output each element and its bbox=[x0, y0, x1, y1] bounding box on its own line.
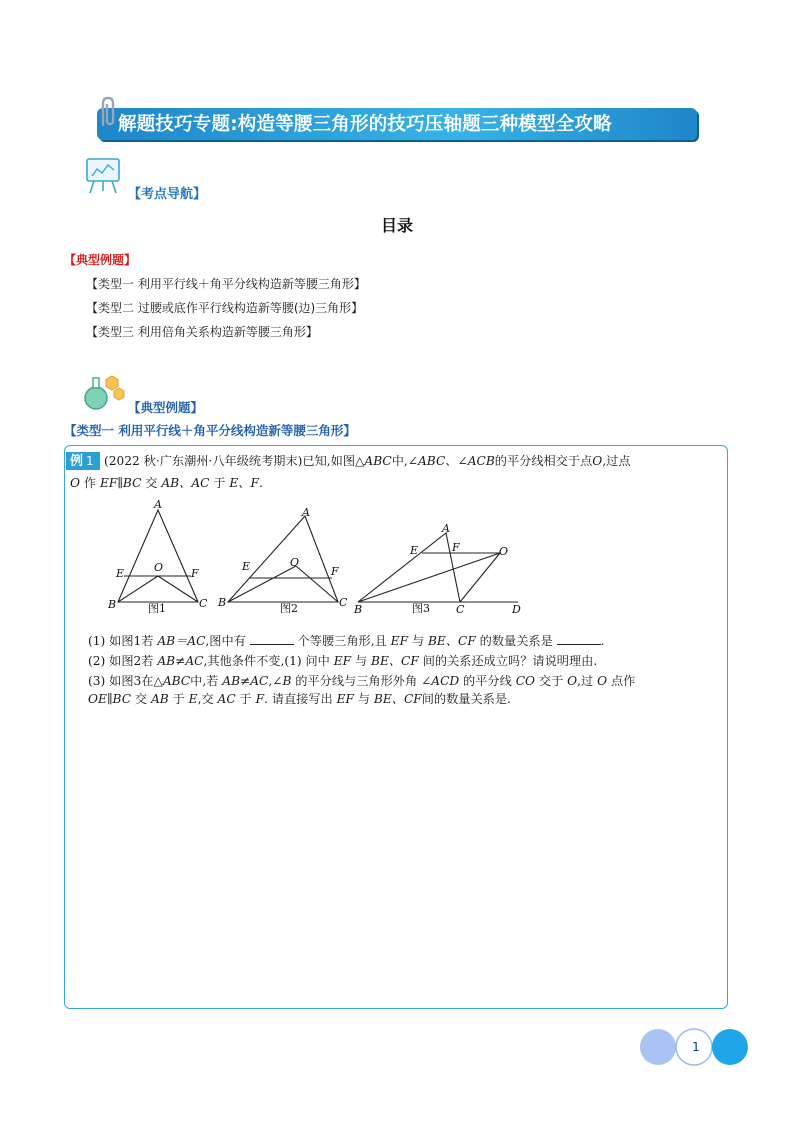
problem-stem-line1: (2022 秋·广东潮州·八年级统考期末)已知,如图△ABC中,∠ABC、∠ACB的平分线相交于点O,过点 bbox=[104, 454, 631, 468]
fig1-caption: 图1 bbox=[148, 602, 166, 615]
fig2-label-o: O bbox=[290, 556, 300, 569]
fig1-label-b: B bbox=[108, 598, 117, 611]
nav-heading: 【考点导航】 bbox=[128, 187, 207, 202]
chemistry-flask-icon bbox=[82, 372, 126, 412]
page-dot-left bbox=[640, 1029, 676, 1065]
question-3: (3) 如图3在△ABC中,若 AB≠AC,∠B 的平分线与三角形外角 ∠ACD 的平分线 CO 交于 O,过 O 点作 OE∥BC 交 AB 于 E,交 AC 于 F. 请直接写出 EF 与 BE、CF间的数量关系是. bbox=[88, 674, 636, 706]
toc-section-label: 【典型例题】 bbox=[64, 253, 137, 267]
fig3-label-e: E bbox=[410, 544, 419, 557]
fig2-triangle bbox=[228, 516, 338, 602]
fig1-label-o: O bbox=[154, 561, 164, 574]
fig3-caption: 图3 bbox=[412, 602, 430, 615]
fig2-label-a: A bbox=[302, 506, 310, 519]
fig2-bisector-b bbox=[228, 566, 296, 602]
fig1-label-a: A bbox=[154, 498, 162, 511]
fig3-triangle-abc bbox=[358, 533, 460, 602]
fig3-label-b: B bbox=[354, 603, 363, 616]
teaching-board-icon bbox=[84, 156, 126, 196]
toc-item-type3[interactable]: 【类型三 利用倍角关系构造新等腰三角形】 bbox=[86, 325, 318, 339]
page-dot-right bbox=[712, 1029, 748, 1065]
toc-item-type1[interactable]: 【类型一 利用平行线＋角平分线构造新等腰三角形】 bbox=[86, 277, 366, 291]
fig2-label-c: C bbox=[339, 596, 348, 609]
fig3-label-d: D bbox=[512, 603, 521, 616]
section-heading: 【典型例题】 bbox=[128, 400, 204, 415]
page-number: 1 bbox=[692, 1040, 700, 1054]
question-2: (2) 如图2若 AB≠AC,其他条件不变,(1) 问中 EF 与 BE、CF 间的关系还成立吗？请说明理由. bbox=[88, 654, 598, 668]
fig3-label-o: O bbox=[499, 545, 509, 558]
answer-blank-2[interactable] bbox=[557, 632, 601, 645]
fig2-label-e: E bbox=[242, 560, 251, 573]
toc-title: 目录 bbox=[380, 216, 413, 235]
fig2-label-b: B bbox=[218, 596, 227, 609]
fig1-label-c: C bbox=[199, 597, 208, 610]
answer-blank-1[interactable] bbox=[250, 632, 294, 645]
fig3-label-c: C bbox=[456, 603, 465, 616]
problem-stem-line2: O 作 EF∥BC 交 AB、AC 于 E、F. bbox=[70, 476, 263, 490]
fig1-triangle bbox=[118, 510, 198, 602]
fig3-label-f: F bbox=[452, 541, 460, 554]
fig2-label-f: F bbox=[331, 565, 339, 578]
document-title: 解题技巧专题:构造等腰三角形的技巧压轴题三种模型全攻略 bbox=[118, 114, 612, 135]
section-subheading: 【类型一 利用平行线＋角平分线构造新等腰三角形】 bbox=[64, 423, 356, 438]
fig3-bisector-b bbox=[358, 553, 500, 602]
figures-group bbox=[100, 496, 540, 620]
fig1-label-f: F bbox=[191, 567, 199, 580]
toc-item-type2[interactable]: 【类型二 过腰或底作平行线构造新等腰(边)三角形】 bbox=[86, 301, 364, 315]
example-badge: 例 1 bbox=[66, 452, 100, 470]
question-1: (1) 如图1若 AB＝AC,图中有 个等腰三角形,且 EF 与 BE、CF 的数量关系是 . bbox=[88, 634, 605, 648]
fig2-caption: 图2 bbox=[280, 602, 298, 615]
fig1-label-e: E bbox=[116, 567, 125, 580]
fig3-label-a: A bbox=[442, 522, 450, 535]
